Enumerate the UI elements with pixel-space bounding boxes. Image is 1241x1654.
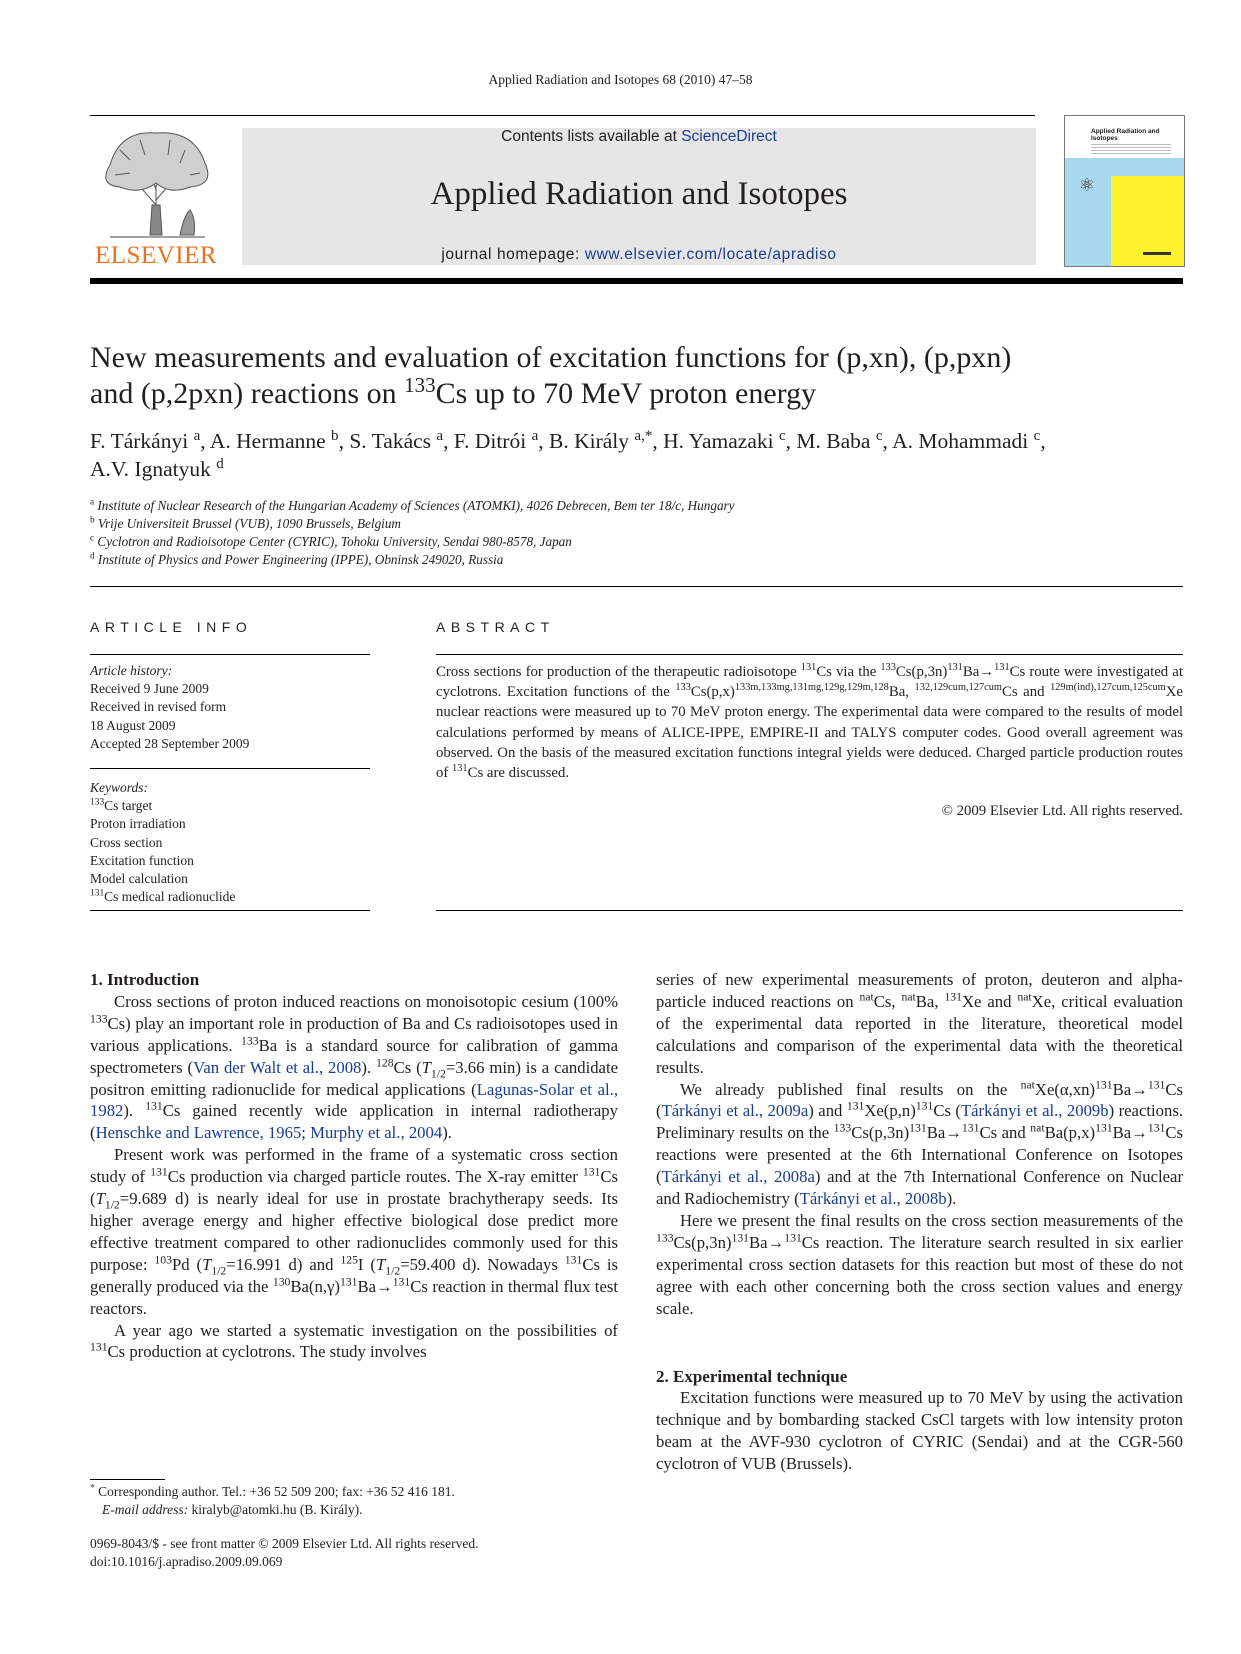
citation-link[interactable]: Tárkányi et al., 2008b	[799, 1189, 947, 1209]
affiliation: $^a$ Institute of Nuclear Research of the Hungarian Academy of Sciences (ATOMKI), 4026 Debrecen, Bem ter 18/c, Hungary	[90, 496, 735, 513]
author[interactable]: F. Tárkányi $^a$	[90, 427, 201, 453]
article-title	[90, 340, 1190, 412]
corresponding-author-note: * Corresponding author. Tel.: +36 52 509 200; fax: +36 52 416 181.	[90, 1483, 455, 1499]
email-link[interactable]: kiralyb@atomki.hu (B. Király).	[191, 1502, 363, 1517]
keyword: $^{131}$Cs medical radionuclide	[90, 888, 236, 905]
email-note: E-mail address: kiralyb@atomki.hu (B. Király).	[102, 1502, 363, 1517]
front-matter	[90, 1535, 650, 1571]
homepage-line	[242, 246, 1036, 264]
journal-title: Applied Radiation and Isotopes	[430, 176, 848, 212]
footnote-rule	[90, 1479, 165, 1480]
body-column-left	[90, 969, 618, 1363]
paragraph: Excitation functions were measured up to 70 MeV by using the activation technique and by bombarding stacked CsCl targets with low intensity proton beam at the AVF-930 cyclotron of CYRIC (Sendai) and at the CGR-560 cyclotron of VUB (Brussels).	[656, 1388, 1183, 1474]
abstract-text: Cross sections for production of the therapeutic radioisotope $^{131}$Cs via the $^{133}Cs(p,3n)^{131}Ba\to^{131}Cs$ route were investigated at cyclotrons. Excitation functions of the $^{133}Cs(p,x)^{133m,133mg,131mg,129g,129m,128}Ba$, $^{132,129cum,127cum}$Cs and $^{129m(ind),127cum,125cum}$Xe nuclear reactions were measured up to 70 MeV proton energy. The experimental data were compared to the results of model calculations performed by means of ALICE-IPPE, EMPIRE-II and TALYS computer codes. Good overall agreement was observed. On the basis of the measured excitation functions integral yields were deduced. Charged particle production routes of $^{131}$Cs are discussed.	[436, 662, 1183, 782]
keyword: Excitation function	[90, 852, 194, 868]
history-entry: Accepted 28 September 2009	[90, 735, 250, 751]
author[interactable]: S. Takács $^a$	[349, 427, 444, 453]
citation-link[interactable]: Henschke and Lawrence, 1965	[95, 1123, 302, 1143]
paragraph: Cross sections of proton induced reactions on monoisotopic cesium (100% $^{133}$Cs) play an important role in production of Ba and Cs radioisotopes used in various applications. $^{133}$Ba is a standard source for calibration of gamma spectrometers (Van der Walt et al., 2008). $^{128}$Cs ($T_{1/2}=3.66$ min) is a candidate positron emitting radionuclide for medical applications (Lagunas-Solar et al., 1982). $^{131}$Cs gained recently wide application in internal radiotherapy (Henschke and Lawrence, 1965; Murphy et al., 2004).	[90, 991, 619, 1143]
affiliation: $^d$ Institute of Physics and Power Engineering (IPPE), Obninsk 249020, Russia	[90, 550, 504, 567]
author[interactable]: B. Király $^{a,*}$	[549, 427, 653, 453]
history-entry: 18 August 2009	[90, 717, 176, 733]
keyword: Cross section	[90, 834, 163, 850]
section-heading: 2. Experimental technique	[656, 1366, 848, 1386]
affiliations	[90, 497, 1190, 569]
info-rule	[90, 654, 370, 655]
citation-link[interactable]: Tárkányi et al., 2008a	[661, 1167, 815, 1187]
history-label: Article history:	[90, 663, 173, 678]
body-column-right	[656, 969, 1183, 1475]
paragraph: We already published final results on the $^{nat}Xe(\alpha,xn)^{131}Ba\to^{131}Cs$ (Tárkányi et al., 2009a) and $^{131}Xe(p,n)^{131}Cs$ (Tárkányi et al., 2009b) reactions. Preliminary results on the $^{133}Cs(p,3n)^{131}Ba\to^{131}Cs$ and $^{nat}Ba(p,x)^{131}Ba\to^{131}Cs$ reactions were presented at the 6th International Conference on Isotopes (Tárkányi et al., 2008a) and at the 7th International Conference on Nuclear and Radiochemistry (Tárkányi et al., 2008b).	[656, 1077, 1184, 1209]
paragraph: A year ago we started a systematic investigation on the possibilities of $^{131}$Cs production at cyclotrons. The study involves	[90, 1320, 618, 1362]
info-rule	[90, 768, 370, 769]
history-entry: Received in revised form	[90, 699, 227, 715]
author[interactable]: H. Yamazaki $^c$	[663, 427, 786, 453]
title-line-2: and (p,2pxn) reactions on $^{133}$Cs up to 70 MeV proton energy	[90, 373, 817, 410]
citation-link[interactable]: Tárkányi et al., 2009b	[960, 1101, 1109, 1121]
paragraph: Here we present the final results on the cross section measurements of the $^{133}Cs(p,3n)^{131}Ba\to^{131}Cs$ reaction. The literature search resulted in six earlier experimental cross section datasets for this reaction but most of these do not agree with each other concerning both the cross section values and energy scale.	[656, 1210, 1183, 1318]
front-matter-line: 0969-8043/$ - see front matter © 2009 Elsevier Ltd. All rights reserved.	[90, 1536, 479, 1551]
citation-link[interactable]: Tárkányi et al., 2009a	[661, 1101, 809, 1121]
section-heading: 1. Introduction	[90, 970, 200, 989]
article-info-heading: ARTICLE INFO	[90, 619, 253, 635]
keyword: Proton irradiation	[90, 816, 186, 832]
keywords-label: Keywords:	[90, 780, 148, 795]
header-rule	[90, 115, 1035, 116]
author[interactable]: A. Hermanne $^b$	[209, 427, 339, 453]
author[interactable]: M. Baba $^c$	[796, 427, 883, 453]
elsevier-wordmark: ELSEVIER	[94, 242, 218, 269]
keyword: $^{133}$Cs target	[90, 797, 153, 814]
citation-link[interactable]: Van der Walt et al., 2008	[193, 1057, 362, 1077]
keywords	[90, 779, 370, 906]
keyword: Model calculation	[90, 871, 188, 887]
footnote	[90, 1483, 650, 1519]
copyright: © 2009 Elsevier Ltd. All rights reserved.	[941, 803, 1183, 819]
author[interactable]: F. Ditrói $^a$	[453, 427, 539, 453]
sciencedirect-link[interactable]: ScienceDirect	[681, 128, 777, 145]
author[interactable]: A. Mohammadi $^c$	[892, 427, 1041, 453]
section-rule	[90, 586, 1183, 587]
info-rule	[90, 910, 370, 911]
author[interactable]: A.V. Ignatyuk $^d$	[90, 455, 224, 481]
paragraph: series of new experimental measurements of proton, deuteron and alpha-particle induced reactions on $^{nat}$Cs, $^{nat}$Ba, $^{131}$Xe and $^{nat}$Xe, critical evaluation of the experimental data reported in the literature, theoretical model calculations and comparison of the experimental data with the theoretical results.	[656, 970, 1183, 1077]
contents-prefix: Contents lists available at	[501, 128, 682, 145]
abstract-rule	[436, 654, 1183, 655]
citation-link[interactable]: Lagunas-Solar et al., 1982	[90, 1079, 618, 1121]
journal-reference: Applied Radiation and Isotopes 68 (2010) 47–58	[488, 72, 753, 87]
contents-line	[242, 128, 1036, 146]
doi[interactable]: doi:10.1016/j.apradiso.2009.09.069	[90, 1554, 283, 1569]
homepage-prefix: journal homepage:	[441, 246, 585, 263]
author-list: F. Tárkányi $^a$, A. Hermanne $^b$, S. Takács $^a$, F. Ditrói $^a$, B. Király $^{a,*}$, H. Yamazaki $^c$, M. Baba $^c$, A. Mohammadi $^c$, A.V. Ignatyuk $^d$	[90, 427, 1046, 481]
affiliation: $^b$ Vrije Universiteit Brussel (VUB), 1090 Brussels, Belgium	[90, 514, 401, 531]
history-entry: Received 9 June 2009	[90, 681, 209, 697]
affiliation: $^c$ Cyclotron and Radioisotope Center (CYRIC), Tohoku University, Sendai 980-8578, Japan	[90, 532, 572, 549]
title-line-1: New measurements and evaluation of excitation functions for (p,xn), (p,pxn)	[90, 341, 1012, 374]
paragraph: Present work was performed in the frame of a systematic cross section study of $^{131}$Cs production via charged particle routes. The X-ray emitter $^{131}$Cs ($T_{1/2}=9.689$ d) is nearly ideal for use in prostate brachytherapy seeds. Its higher average energy and higher effective biological dose predict more effective treatment compared to other radionuclides commonly used for this purpose: $^{103}$Pd ($T_{1/2}=16.991$ d) and $^{125}$I ($T_{1/2}=59.400$ d). Nowadays $^{131}$Cs is generally produced via the $^{130}Ba(n,\gamma)^{131}Ba\to^{131}Cs$ reaction in thermal flux test reactors.	[90, 1145, 619, 1318]
abstract-heading: ABSTRACT	[436, 619, 555, 635]
article-history	[90, 662, 370, 753]
citation-link[interactable]: Murphy et al., 2004	[310, 1123, 443, 1143]
header-thick-rule	[90, 278, 1183, 284]
journal-cover-thumbnail	[1064, 115, 1185, 267]
abstract-rule	[436, 910, 1183, 911]
atom-icon: ⚛	[1078, 175, 1096, 195]
cover-title: Applied Radiation and Isotopes	[1091, 128, 1160, 142]
homepage-link[interactable]: www.elsevier.com/locate/apradiso	[584, 246, 837, 263]
